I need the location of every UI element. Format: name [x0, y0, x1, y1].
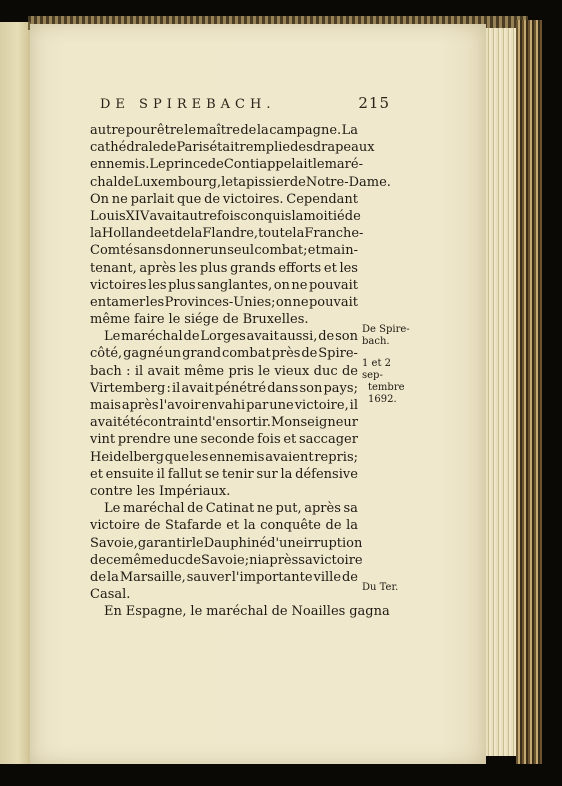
text-line: On ne parlait que de victoires. Cependant — [90, 191, 358, 207]
text-line: même faire le siége de Bruxelles. — [90, 312, 309, 328]
text-line: et ensuite il fallut se tenir sur la défensive — [90, 466, 358, 482]
running-head-title: DE SPIREBACH. — [100, 97, 276, 112]
text-line: Savoie, garantir le Dauphiné d'une irruption — [90, 535, 363, 551]
text-line: de la Marsaille, sauver l'importante ville de — [90, 569, 358, 585]
text-line: Comté sans donner un seul combat; et main- — [90, 243, 358, 259]
text-line: contre les Impériaux. — [90, 483, 231, 499]
text-line: Le maréchal de Lorges avait aussi, de son — [104, 329, 358, 345]
running-head — [100, 94, 390, 112]
margin-note-line: 1 et 2 sep- — [362, 358, 392, 381]
margin-note-ter — [362, 582, 414, 594]
text-line: En Espagne, le maréchal de Noailles gagna — [104, 604, 390, 620]
margin-note-line: Du Ter. — [362, 582, 399, 593]
text-line: la Hollande et de la Flandre, toute la Franche- — [90, 226, 364, 242]
text-line: Le maréchal de Catinat ne put, après sa — [104, 501, 358, 517]
text-line: mais après l'avoir envahi par une victoire, il — [90, 398, 358, 413]
page-block-edges — [486, 28, 516, 756]
text-line: Virtemberg : il avait pénétré dans son pays; — [90, 380, 358, 396]
text-line: de ce même duc de Savoie; ni après sa victoire — [90, 552, 363, 568]
text-line: Louis XIV avait autrefois conquis la moitié de — [90, 208, 361, 224]
text-line: Casal. — [90, 587, 131, 603]
margin-note-line: 1692. — [368, 394, 397, 405]
margin-note-line: De Spire- — [362, 324, 410, 335]
text-line: avait été contraint d'en sortir. Monseigneur — [90, 415, 358, 431]
margin-note-line: tembre — [368, 382, 405, 393]
text-line: victoires les plus sanglantes, on ne pouvait — [90, 277, 358, 293]
cover-edge — [516, 20, 542, 764]
text-line: victoire de Stafarde et la conquête de la — [90, 518, 358, 534]
text-line: cathédrale de Paris était remplie des drapeaux — [90, 140, 375, 156]
text-line: tenant, après les plus grands efforts et les — [90, 260, 358, 276]
text-line: chal de Luxembourg, le tapissier de Notre-Dame. — [90, 174, 391, 190]
text-line: bach : il avait même pris le vieux duc de — [90, 363, 358, 379]
text-line: côté, gagné un grand combat près de Spire- — [90, 346, 358, 362]
page-number: 215 — [358, 94, 390, 112]
text-line: autre pour être le maître de la campagne. La — [90, 123, 358, 138]
text-line: entamer les Provinces-Unies; on ne pouvait — [90, 294, 358, 310]
facing-page-edge — [0, 22, 31, 764]
text-line: vint prendre une seconde fois et saccager — [90, 432, 358, 448]
text-line: Heidelberg que les ennemis avaient repris; — [90, 449, 358, 465]
margin-note-spirebach — [362, 324, 414, 348]
margin-note-line: bach. — [362, 336, 390, 347]
text-line: ennemis. Le prince de Conti appelait le maré- — [90, 157, 363, 173]
margin-note-date — [362, 358, 414, 406]
